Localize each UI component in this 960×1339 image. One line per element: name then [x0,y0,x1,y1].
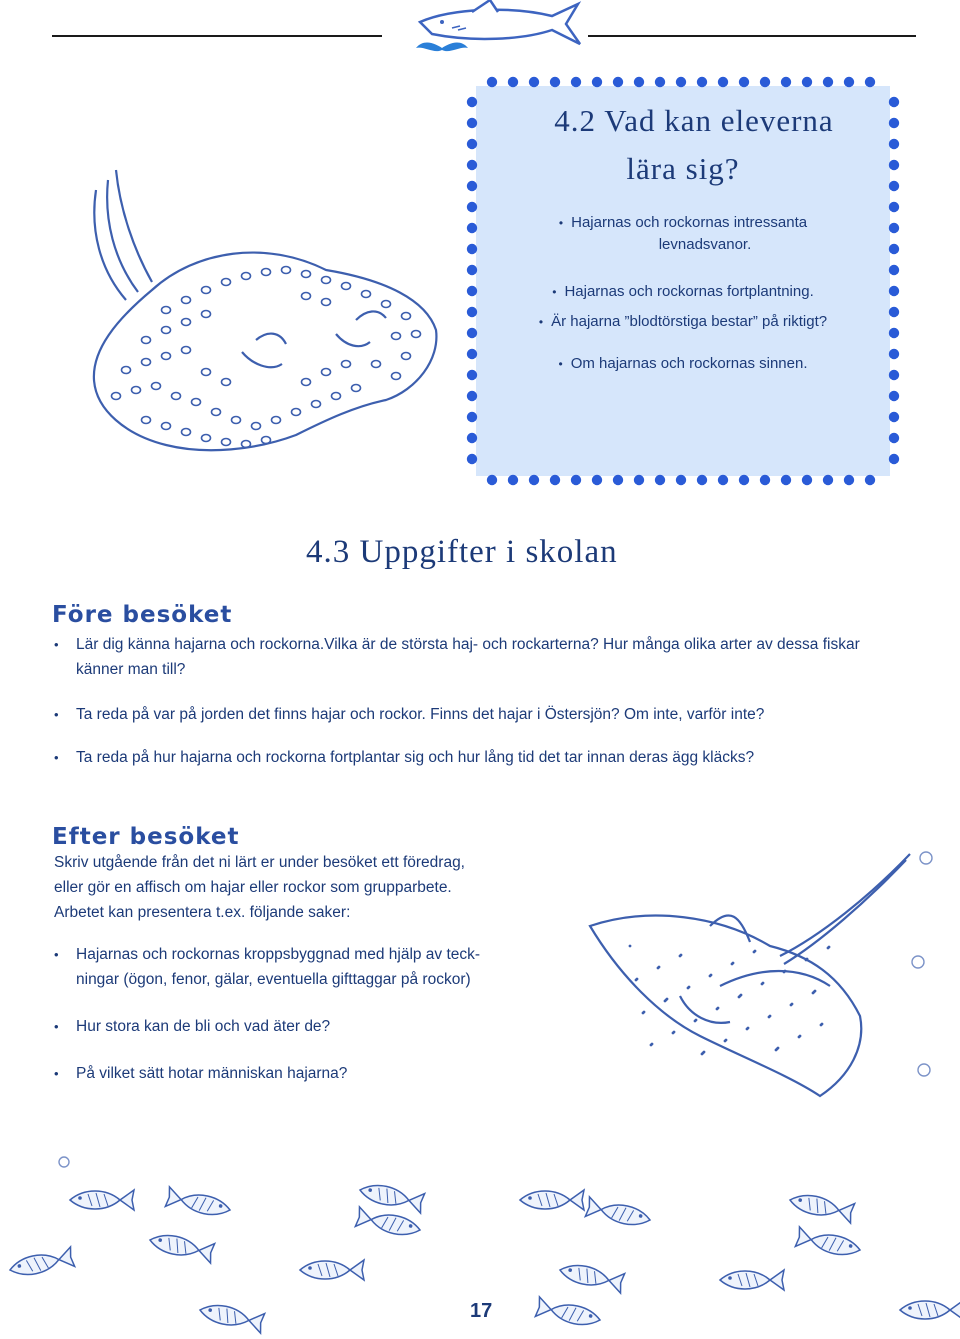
border-dot [823,475,833,485]
border-dot [467,412,477,422]
shark-logo-icon [402,0,586,62]
border-dot [889,454,899,464]
fore-item-2: • Ta reda på var på jorden det finns hajar och rockor. Finns det hajar i Östersjön? Om inte, varför inte? [54,702,914,727]
border-dot [487,77,497,87]
efter-item-2: • Hur stora kan de bli och vad äter de? [54,1014,574,1039]
border-dot [889,265,899,275]
border-dot [697,475,707,485]
fish-icon [198,1300,265,1333]
efter-intro-line1: Skriv utgående från det ni lärt er under besöket ett föredrag, [54,854,465,871]
ray-spot [372,361,381,368]
border-dot [844,77,854,87]
ray-spot [182,347,191,354]
ray-spot [332,393,341,400]
fish-icon [585,1197,652,1230]
ray-spot [322,299,331,306]
efter-heading: Efter besöket [52,824,240,850]
fish-icon [355,1207,422,1240]
ray-spot [262,269,271,276]
border-dot [718,77,728,87]
learning-goals-content [476,98,890,377]
ray-spot [132,387,141,394]
border-dot [889,307,899,317]
fore-list [54,632,914,770]
ray-spot [322,369,331,376]
fish-icon [788,1190,855,1223]
ray-spot [232,417,241,424]
border-dot [889,286,899,296]
fish-icon [795,1227,862,1260]
box-bullet-2: • Hajarnas och rockornas fortplantning. [552,283,814,300]
border-dot [844,475,854,485]
ray-spot [322,277,331,284]
ray-spot [112,393,121,400]
border-dot [889,97,899,107]
ray-spot [162,423,171,430]
fish-icon [535,1297,602,1330]
border-dot [571,475,581,485]
border-dot [865,77,875,87]
ray-spot [162,307,171,314]
box-bullet-4: • Om hajarnas och rockornas sinnen. [558,355,808,372]
border-dot [739,77,749,87]
border-dot [487,475,497,485]
border-dot [613,475,623,485]
ray-spot [202,369,211,376]
border-dot [889,370,899,380]
border-dot [697,77,707,87]
border-dot [592,475,602,485]
ray-spot [392,333,401,340]
border-dot [634,475,644,485]
border-dot [571,77,581,87]
border-dot [592,77,602,87]
fish-icon [165,1187,232,1220]
ray-spot [172,393,181,400]
ray-spot [382,301,391,308]
ray-spot [352,385,361,392]
border-dot [467,391,477,401]
ray-spot [122,367,131,374]
border-dot [781,475,791,485]
fish-icon [300,1260,364,1280]
efter-item-3: • På vilket sätt hotar människan hajarna? [54,1061,574,1086]
fish-icon [720,1270,784,1290]
ray-spot [302,379,311,386]
border-dot [550,475,560,485]
border-dot [508,77,518,87]
border-dot [760,77,770,87]
ray-spot [222,279,231,286]
ray-spot [302,271,311,278]
box-title-line1: 4.2 Vad kan eleverna [554,103,834,138]
ray-spot [302,293,311,300]
ray-spot [222,439,231,446]
border-dot [718,475,728,485]
box-bullet-1-cont: levnadsvanor. [658,236,752,253]
ray-spot [272,417,281,424]
border-dot [676,475,686,485]
border-dot [889,433,899,443]
fish-icon [8,1247,75,1280]
ray-spot [222,379,231,386]
ray-spot [242,273,251,280]
ray-spot [282,267,291,274]
ray-spot [262,437,271,444]
border-dot [889,139,899,149]
ray-spot [312,401,321,408]
ray-spot [202,435,211,442]
fish-icon [70,1190,134,1210]
box-bullet-list [476,214,890,377]
border-dot [655,77,665,87]
border-dot [760,475,770,485]
border-dot [508,475,518,485]
ray-spot [292,409,301,416]
border-dot [739,475,749,485]
border-dot [889,160,899,170]
border-dot [889,118,899,128]
box-title-line2: lära sig? [626,151,740,186]
spotted-ray-illustration [56,150,446,470]
ray-spot [402,353,411,360]
ray-spot [162,327,171,334]
ray-spot [212,409,221,416]
ray-spot [192,399,201,406]
ray-spot [162,353,171,360]
ray-spot [342,283,351,290]
fish-icon [148,1230,215,1263]
header-rule-right [588,35,916,37]
ray-spot [142,359,151,366]
ray-spot [202,287,211,294]
ray-spot [362,291,371,298]
ray-spot [412,331,421,338]
border-dot [889,181,899,191]
fish-icon [900,1300,960,1320]
border-dot [889,412,899,422]
efter-item-1-cont: ningar (ögon, fenor, gälar, eventuella gifttaggar på rockor) [76,971,471,988]
border-dot [781,77,791,87]
border-dot [529,77,539,87]
ray-spot [392,373,401,380]
ray-spot [202,311,211,318]
ray-spot [142,337,151,344]
box-bullet-3: • Är hajarna ”blodtörstiga bestar” på riktigt? [538,313,828,330]
ray-spot [252,423,261,430]
ray-spot [402,313,411,320]
border-dot [467,433,477,443]
ray-spot [182,297,191,304]
ray-spot [152,383,161,390]
ray-spot [342,361,351,368]
fish-icon [520,1190,584,1210]
border-dot [802,475,812,485]
ray-spot [182,319,191,326]
fore-heading: Före besöket [52,602,233,628]
box-bullet-1: • Hajarnas och rockornas intressanta [558,214,808,231]
efter-item-1: • Hajarnas och rockornas kroppsbyggnad med hjälp av teck- [54,942,574,967]
efter-intro-line2: eller gör en affisch om hajar eller rockor som grupparbete. [54,879,452,896]
bubbles-decoration [0,840,960,1170]
border-dot [655,475,665,485]
ray-spot [182,429,191,436]
border-dot [467,454,477,464]
border-dot [889,223,899,233]
border-dot [550,77,560,87]
border-dot [676,77,686,87]
border-dot [613,77,623,87]
border-dot [802,77,812,87]
border-dot [529,475,539,485]
border-dot [889,244,899,254]
fish-icon [558,1260,625,1293]
border-dot [865,475,875,485]
border-dot [889,202,899,212]
border-dot [823,77,833,87]
ray-spot [242,441,251,448]
efter-intro-line3: Arbetet kan presentera t.ex. följande saker: [54,904,351,921]
section-title: 4.3 Uppgifter i skolan [306,534,618,570]
header-rule-left [52,35,382,37]
fore-item-1: • Lär dig känna hajarna och rockorna.Vilka är de största haj- och rockarterna? Hur många olika arter av dessa fiskar känner man till? [54,632,914,682]
border-dot [889,328,899,338]
fish-icon [358,1180,425,1213]
ray-spot [142,417,151,424]
border-dot [889,349,899,359]
border-dot [634,77,644,87]
fore-item-3: • Ta reda på hur hajarna och rockorna fortplantar sig och hur lång tid det tar innan deras ägg kläcks? [54,745,914,770]
page-number: 17 [470,1300,493,1322]
border-dot [889,391,899,401]
